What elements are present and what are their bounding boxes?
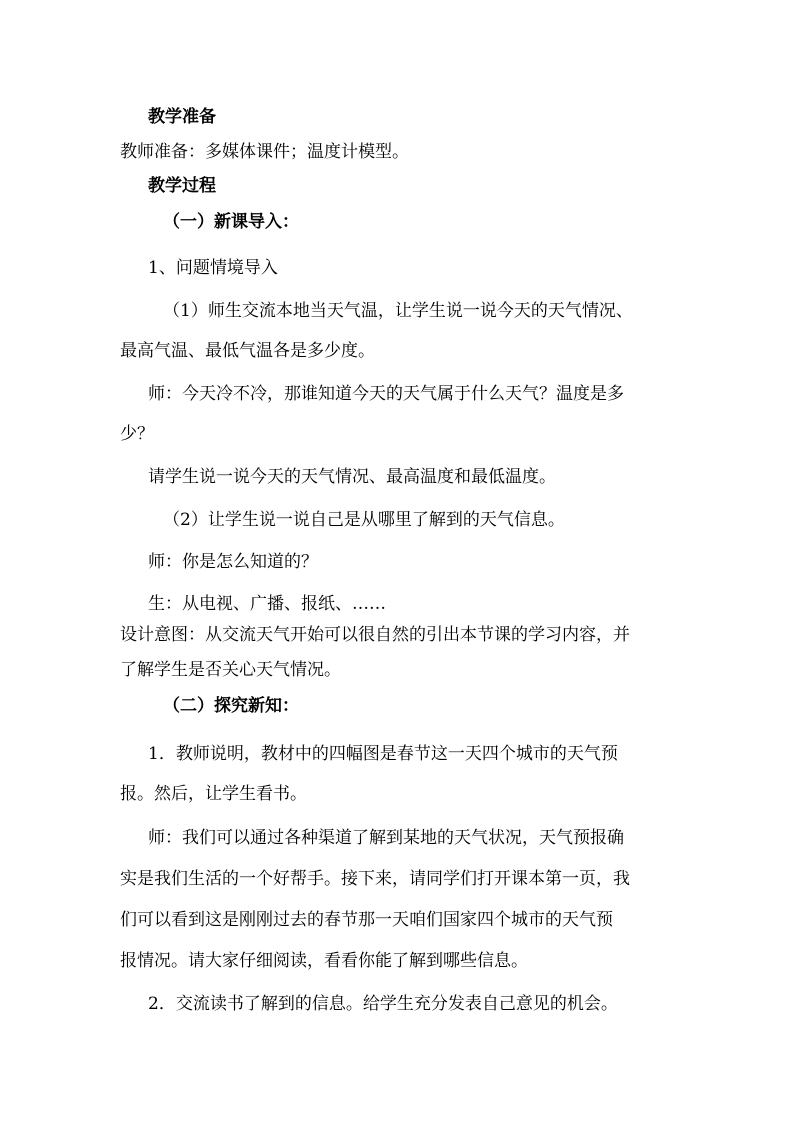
- paragraph-line: 师：我们可以通过各种渠道了解到某地的天气状况，天气预报确: [148, 828, 624, 848]
- section-title-intro: （一）新课导入：: [163, 212, 299, 232]
- paragraph-line: 1．教师说明，教材中的四幅图是春节这一天四个城市的天气预: [148, 744, 618, 764]
- design-intent-line: 设计意图：从交流天气开始可以很自然的引出本节课的学习内容，并: [120, 625, 630, 645]
- paragraph-line: 报。然后，让学生看书。: [120, 784, 307, 804]
- paragraph-line: （1）师生交流本地当天气温，让学生说一说今天的天气情况、: [163, 301, 633, 321]
- heading-teaching-process: 教学过程: [148, 176, 216, 196]
- heading-teaching-preparation: 教学准备: [148, 107, 216, 127]
- paragraph-line: 报情况。请大家仔细阅读，看看你能了解到哪些信息。: [120, 951, 528, 971]
- teacher-preparation-text: 教师准备：多媒体课件；温度计模型。: [120, 142, 409, 162]
- paragraph-line: 生：从电视、广播、报纸、……: [148, 594, 386, 614]
- section-title-explore: （二）探究新知：: [163, 696, 299, 716]
- paragraph-line: 2．交流读书了解到的信息。给学生充分发表自己意见的机会。: [148, 994, 618, 1014]
- paragraph-line: 少？: [120, 424, 154, 444]
- item-title-situation: 1、问题情境导入: [148, 258, 278, 278]
- paragraph-line: （2）让学生说一说自己是从哪里了解到的天气信息。: [163, 510, 565, 530]
- paragraph-line: 师：你是怎么知道的？: [148, 552, 318, 572]
- paragraph-line: 请学生说一说今天的天气情况、最高温度和最低温度。: [148, 467, 556, 487]
- paragraph-line: 最高气温、最低气温各是多少度。: [120, 341, 375, 361]
- paragraph-line: 师：今天冷不冷，那谁知道今天的天气属于什么天气？温度是多: [148, 384, 624, 404]
- paragraph-line: 们可以看到这是刚刚过去的春节那一天咱们国家四个城市的天气预: [120, 910, 613, 930]
- design-intent-line: 了解学生是否关心天气情况。: [120, 660, 341, 680]
- paragraph-line: 实是我们生活的一个好帮手。接下来，请同学们打开课本第一页，我: [120, 869, 630, 889]
